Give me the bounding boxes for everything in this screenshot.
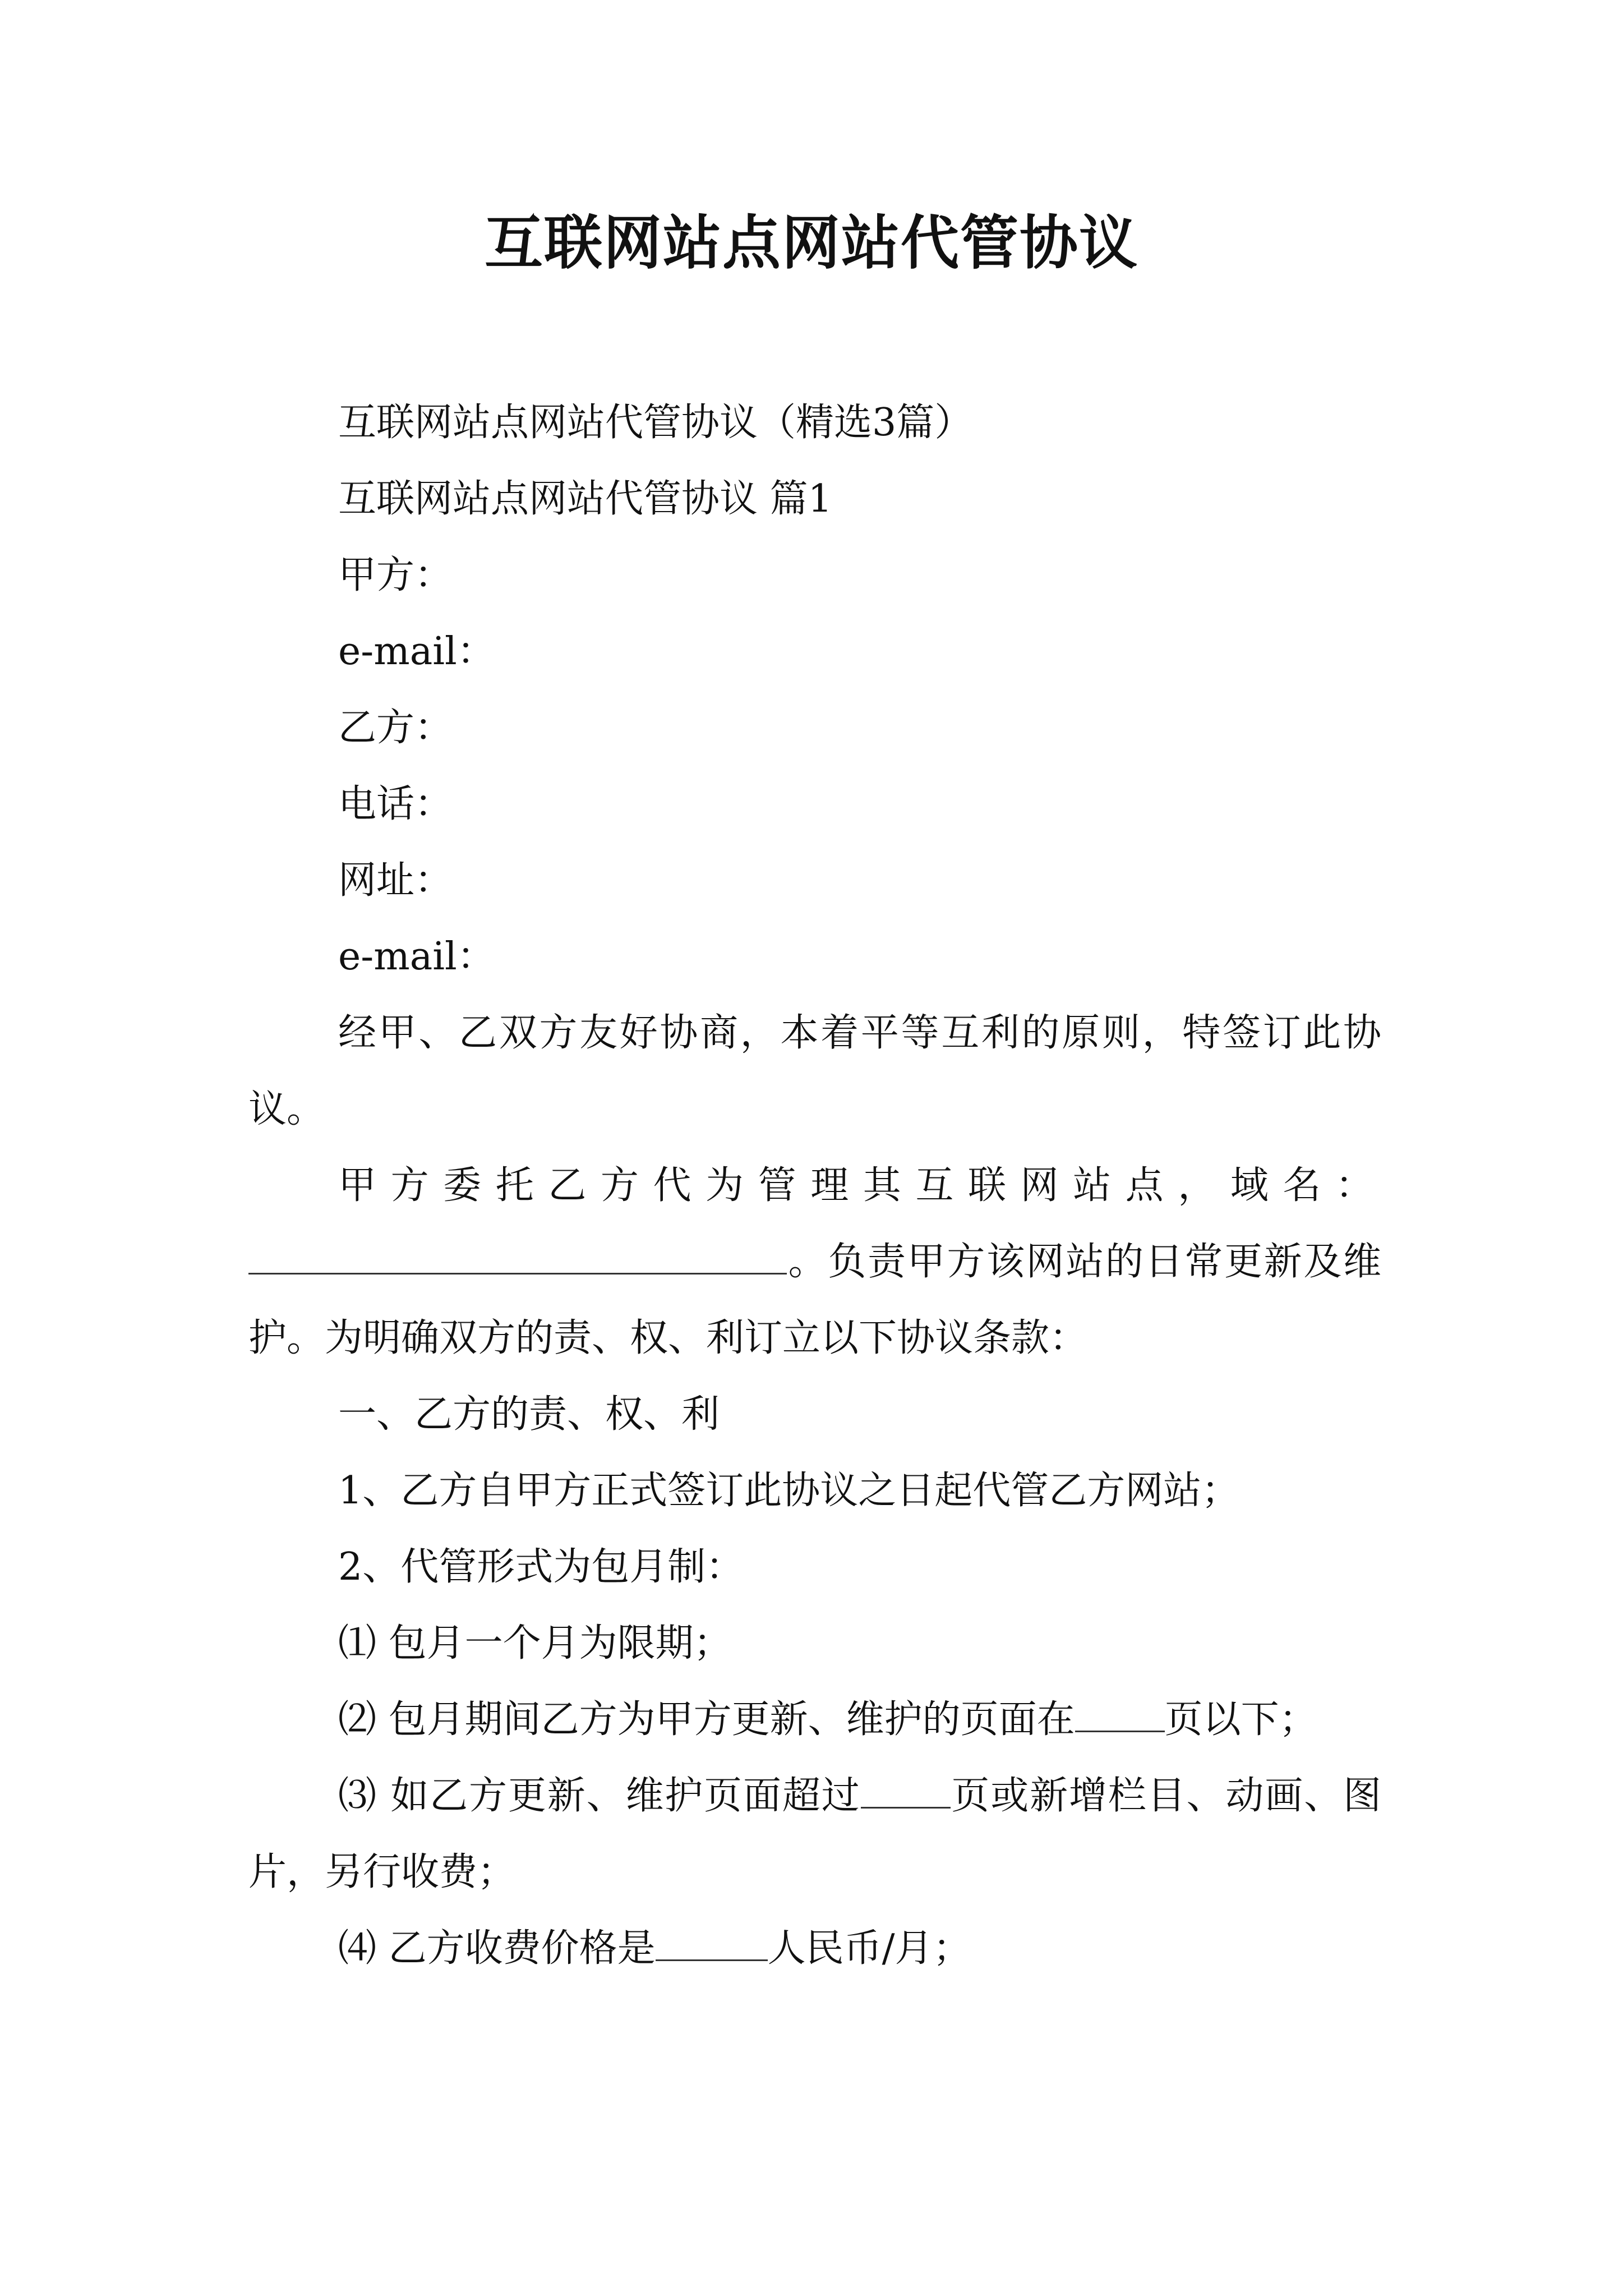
paragraph (248, 1911, 1381, 1987)
paragraph: 一、乙方的责、权、利 (338, 1392, 720, 1437)
paragraph: e-mail： (338, 629, 495, 674)
paragraph: 1、乙方自甲方正式签订此协议之日起代管乙方网站； (338, 1469, 1240, 1513)
fill-in-blank (1075, 1697, 1165, 1732)
paragraph-text: ⑵ 包月期间乙方为甲方更新、维护的页面在 (338, 1697, 1075, 1742)
document-body (248, 385, 1381, 1987)
paragraph: 甲方： (338, 553, 453, 597)
paragraph: 互联网站点网站代管协议（精选3篇） (338, 401, 973, 445)
paragraph: e-mail： (338, 935, 495, 979)
document-title: 互联网站点网站代管协议 (484, 208, 1138, 277)
paragraph: 互联网站点网站代管协议 篇1 (338, 477, 832, 521)
paragraph (248, 1148, 1381, 1377)
paragraph: 乙方： (338, 706, 453, 750)
paragraph-text: 。负责甲方该网站的日常更新及维护。为明确双方的责、权、利订立以下协议条款： (248, 1240, 1381, 1360)
paragraph: 经甲、乙双方友好协商，本着平等互利的原则，特签订此协议。 (248, 1011, 1381, 1131)
paragraph-text: 人民币/月； (767, 1926, 971, 1971)
paragraph (248, 1758, 1381, 1911)
paragraph-text: 甲方委托乙方代为管理其互联网站点，域名： (338, 1163, 1381, 1208)
paragraph-text: 页以下； (1164, 1697, 1317, 1742)
paragraph-text: ⑷ 乙方收费价格是 (338, 1926, 656, 1971)
paragraph: 电话： (338, 782, 453, 826)
paragraph-text: ⑶ 如乙方更新、维护页面超过 (338, 1774, 861, 1818)
fill-in-blank (248, 1239, 787, 1274)
paragraph: 2、代管形式为包月制： (338, 1545, 744, 1589)
paragraph-text: 页或新增栏目、动画、图片，另行收费； (248, 1774, 1381, 1894)
paragraph: 网址： (338, 858, 453, 903)
fill-in-blank (861, 1773, 951, 1809)
paragraph: ⑴ 包月一个月为限期； (338, 1621, 732, 1665)
fill-in-blank (656, 1926, 768, 1961)
paragraph (248, 1682, 1381, 1758)
